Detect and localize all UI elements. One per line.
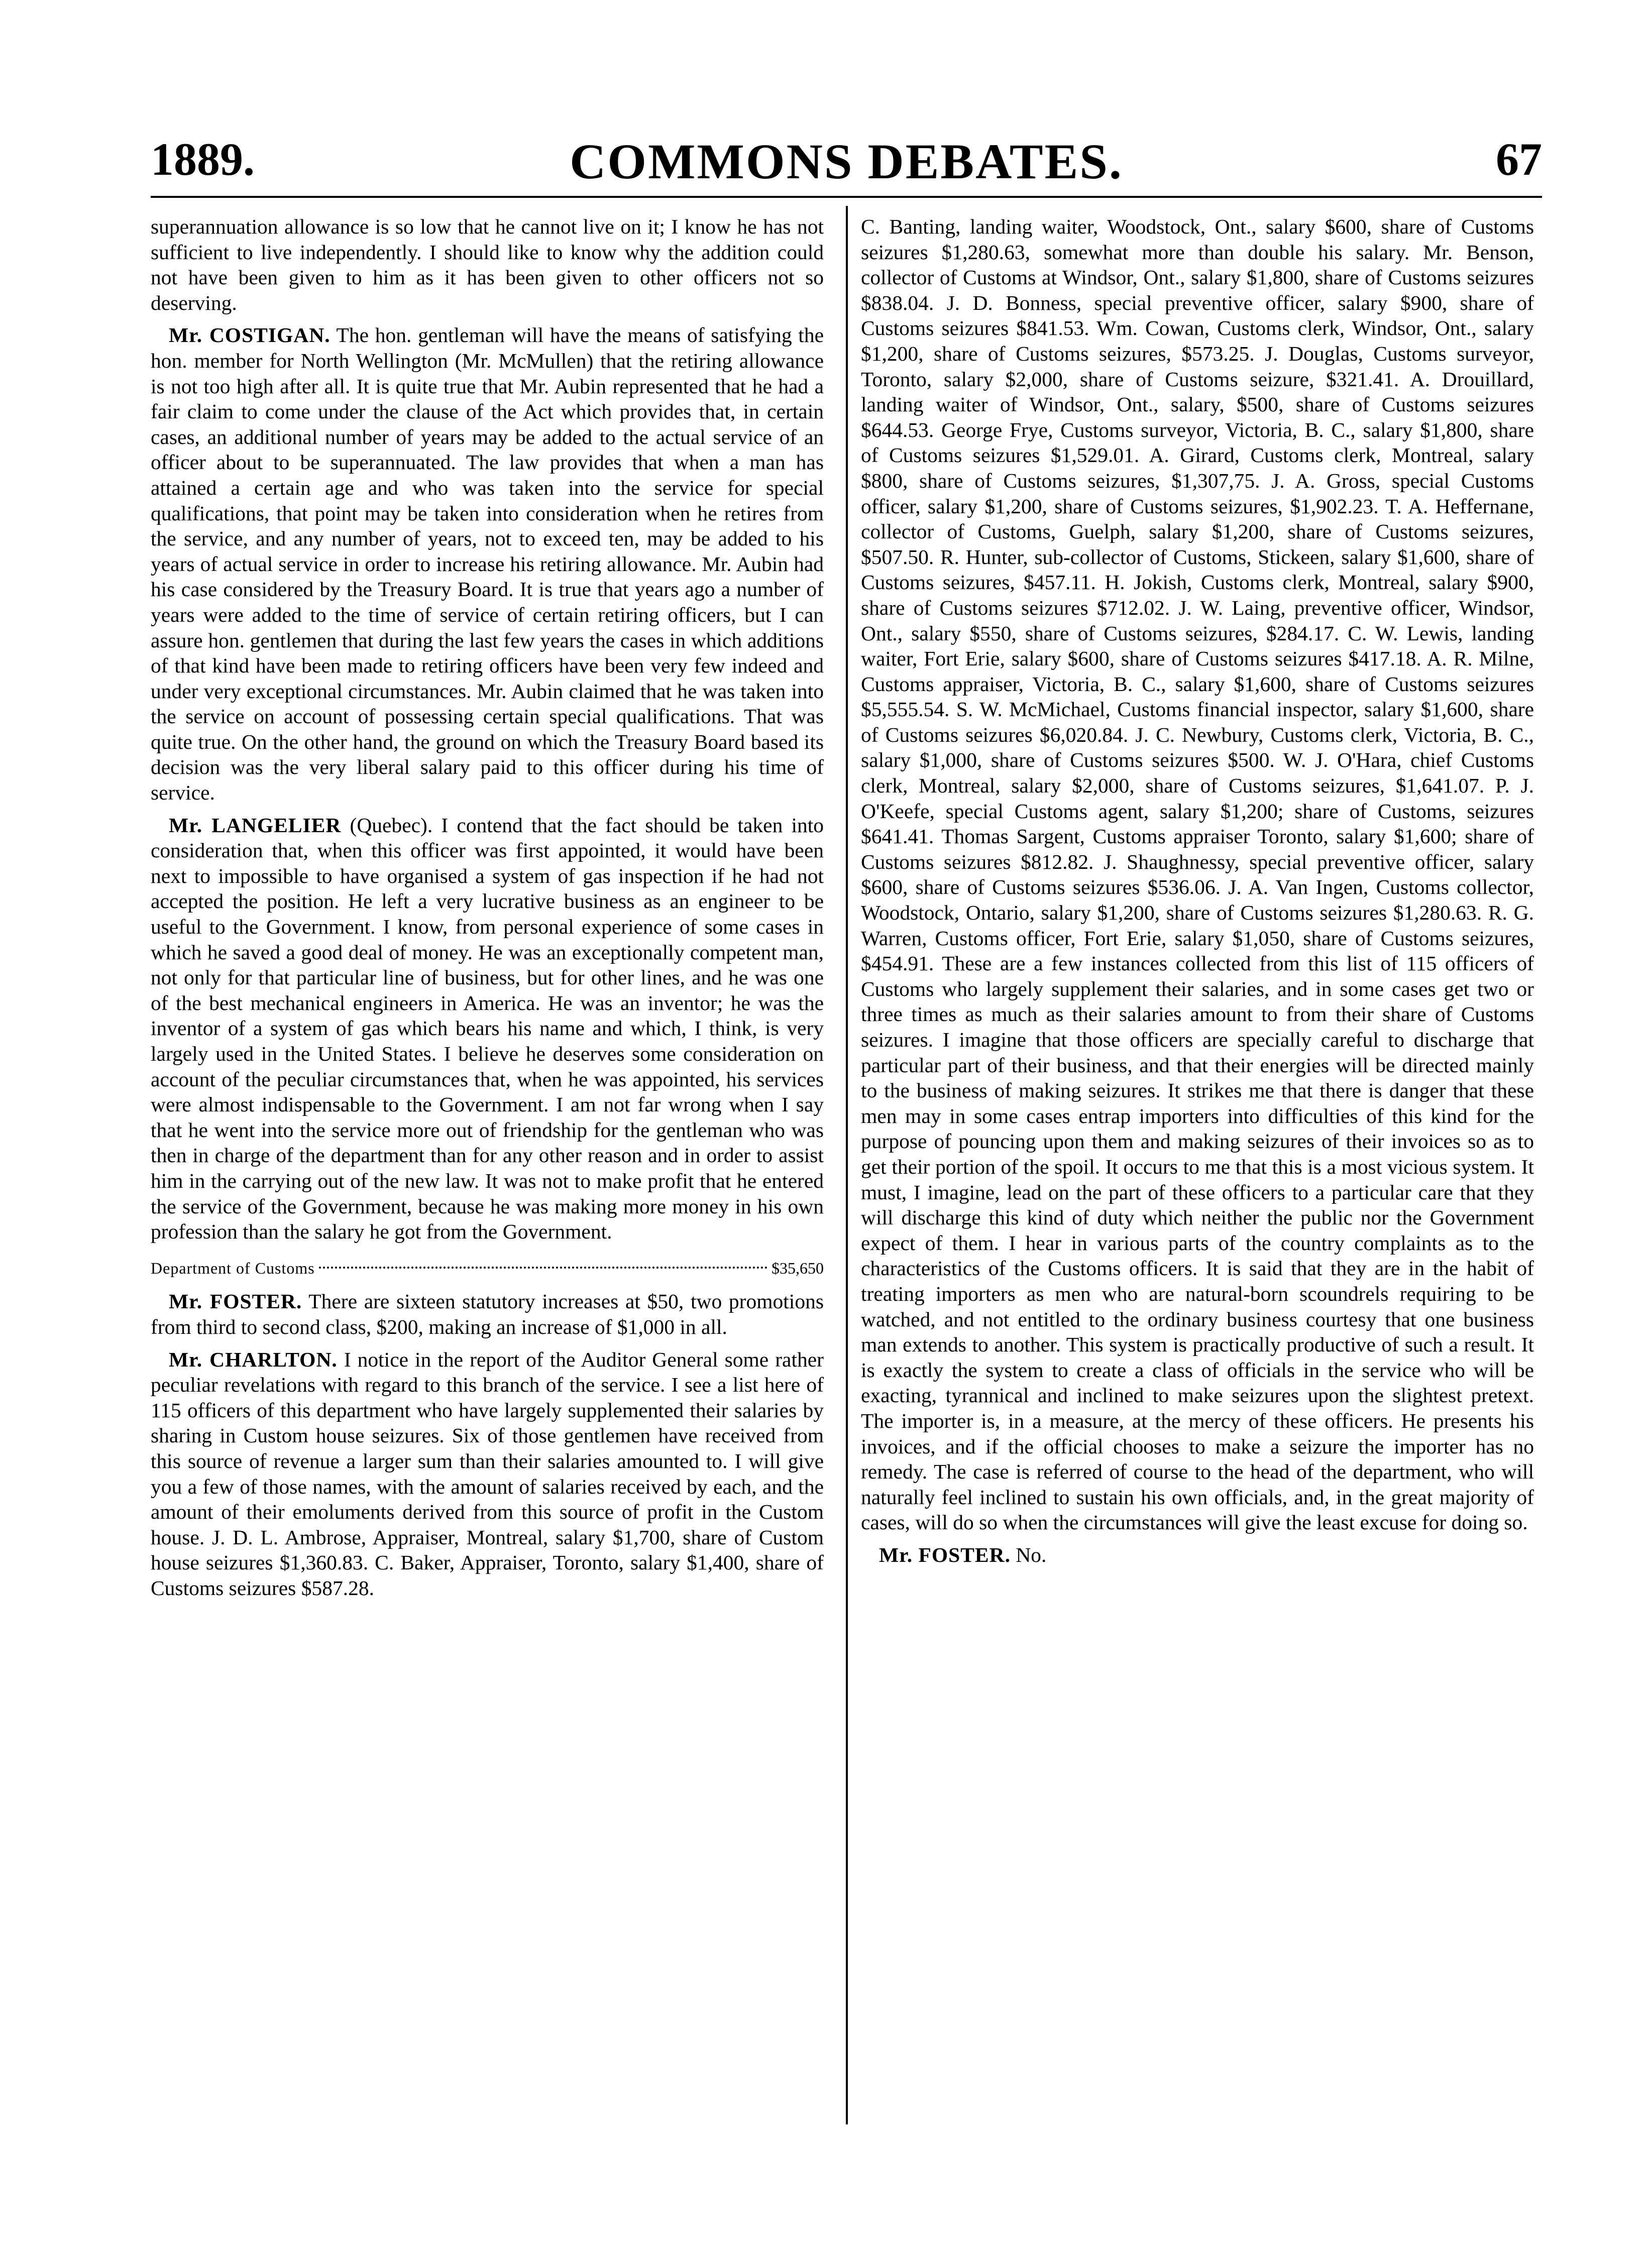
paragraph <box>861 214 1534 1535</box>
paragraph <box>151 1347 824 1601</box>
budget-item-amount: $35,650 <box>772 1259 824 1277</box>
document-page <box>151 126 1542 2200</box>
leader-dots <box>319 1267 767 1269</box>
header-page-number: 67 <box>1496 134 1542 185</box>
paragraph-text: There are sixteen statutory increases at $50, two promotions from third to second class, $200, making an increase of $1,000 in all. <box>151 1290 824 1338</box>
speaker-name: Mr. CHARLTON. <box>169 1347 338 1371</box>
budget-item-label: Department of Customs <box>151 1259 315 1277</box>
header-year: 1889. <box>151 134 255 185</box>
paragraph <box>151 1289 824 1339</box>
paragraph-text: No. <box>1016 1543 1047 1566</box>
paragraph <box>151 813 824 1244</box>
speaker-name: Mr. COSTIGAN. <box>169 323 331 347</box>
paragraph-text: (Quebec). I contend that the fact should be taken into consideration that, when this officer was first appointed, it would have been next to impossible to have organised a system of gas inspection if he had not accepted the position. He left a very lucrative business as an engineer to be useful to the Government. I know, from personal experience of some cases in which he saved a good deal of money. He was an exceptionally competent man, not only for that particular line of business, but for other lines, and he was one of the best mechanical engineers in America. He was an inventor; he was the inventor of a system of gas which bears his name and which, I think, is very largely used in the United States. I believe he deserves some consideration on account of the peculiar circumstances that, when he was appointed, his services were almost indispensable to the Government. I am not far wrong when I say that he went into the service more out of friendship for the gentleman who was then in charge of the department than for any other reason and in order to assist him in the carrying out of the new law. It was not to make profit that he entered the service of the Government, because he was making more money in his own profession than the salary he got from the Government. <box>151 813 824 1243</box>
header-title: COMMONS DEBATES. <box>570 134 1123 189</box>
paragraph <box>151 214 824 315</box>
paragraph <box>861 1542 1534 1568</box>
right-column <box>861 214 1534 1574</box>
paragraph-text: superannuation allowance is so low that he cannot live on it; I know he has not sufficient to live independently. I should like to know why the addition could not have been given to him as it has been given to other officers not so deserving. <box>151 215 824 314</box>
budget-item <box>151 1256 824 1281</box>
paragraph-text: I notice in the report of the Auditor General some rather peculiar revelations with regard to this branch of the service. I see a list here of 115 officers of this department who have largely supplemented their salaries by sharing in Custom house seizures. Six of those gentlemen have received from this source of revenue a larger sum than their salaries amounted to. I will give you a few of those names, with the amount of salaries received by each, and the amount of their emoluments derived from this source of profit in the Custom house. J. D. L. Ambrose, Appraiser, Montreal, salary $1,700, share of Custom house seizures $1,360.83. C. Baker, Appraiser, Toronto, salary $1,400, share of Customs seizures $587.28. <box>151 1347 824 1600</box>
column-divider <box>846 206 848 2124</box>
paragraph-text: The hon. gentleman will have the means of satisfying the hon. member for North Wellington (Mr. McMullen) that the retiring allowance is not too high after all. It is quite true that Mr. Aubin represented that he had a fair claim to come under the clause of the Act which provides that, in certain cases, an additional number of years may be added to the actual service of an officer about to be superannuated. The law provides that when a man has attained a certain age and who was taken into the service for special qualifications, that point may be taken into consideration when he retires from the service, and any number of years, not to exceed ten, may be added to his years of actual service in order to increase his retiring allowance. Mr. Aubin had his case considered by the Treasury Board. It is true that years ago a number of years were added to the time of service of certain retiring officers, but I can assure hon. gentlemen that during the last few years the cases in which additions of that kind have been made to retiring officers have been very few indeed and under very exceptional circumstances. Mr. Aubin claimed that he was taken into the service on account of possessing certain special qualifications. That was quite true. On the other hand, the ground on which the Treasury Board based its decision was the very liberal salary paid to this officer during his time of service. <box>151 323 824 805</box>
speaker-name: Mr. LANGELIER <box>169 813 342 837</box>
speaker-name: Mr. FOSTER. <box>169 1290 302 1313</box>
speaker-name: Mr. FOSTER. <box>879 1543 1011 1566</box>
header-rule <box>151 196 1542 198</box>
left-column <box>151 214 824 1608</box>
paragraph-text: C. Banting, landing waiter, Woodstock, Ont., salary $600, share of Customs seizures $1,280.63, somewhat more than double his salary. Mr. Benson, collector of Customs at Windsor, Ont., salary $1,800, share of Customs seizures $838.04. J. D. Bonness, special preventive officer, salary $900, share of Customs seizures $841.53. Wm. Cowan, Customs clerk, Windsor, Ont., salary $1,200, share of Customs seizures, $573.25. J. Douglas, Customs surveyor, Toronto, salary $2,000, share of Customs seizure, $321.41. A. Drouillard, landing waiter of Windsor, Ont., salary, $500, share of Customs seizures $644.53. George Frye, Customs surveyor, Victoria, B. C., salary $1,800, share of Customs seizures $1,529.01. A. Girard, Customs clerk, Montreal, salary $800, share of Customs seizures, $1,307,75. J. A. Gross, special Customs officer, salary $1,200, share of Customs seizures, $1,902.23. T. A. Heffernane, collector of Customs, Guelph, salary $1,200, share of Customs seizures, $507.50. R. Hunter, sub-collector of Customs, Stickeen, salary $1,600, share of Customs seizures, $457.11. H. Jokish, Customs clerk, Montreal, salary $900, share of Customs seizures $712.02. J. W. Laing, preventive officer, Windsor, Ont., salary $550, share of Customs seizures, $284.17. C. W. Lewis, landing waiter, Fort Erie, salary $600, share of Customs seizures $417.18. A. R. Milne, Customs appraiser, Victoria, B. C., salary $1,600, share of Customs seizures $5,555.54. S. W. McMichael, Customs financial inspector, salary $1,600, share of Customs seizures $6,020.84. J. C. Newbury, Customs clerk, Victoria, B. C., salary $1,000, share of Customs seizures $500. W. J. O'Hara, chief Customs clerk, Montreal, salary $2,000, share of Customs seizures, $1,641.07. P. J. O'Keefe, special Customs agent, salary $1,200; share of Customs, seizures $641.41. Thomas Sargent, Customs appraiser Toronto, salary $1,600; share of Customs seizures $812.82. J. Shaughnessy, special preventive officer, salary $600, share of Customs seizures $536.06. J. A. Van Ingen, Customs collector, Woodstock, Ontario, salary $1,200, share of Customs seizures $1,280.63. R. G. Warren, Customs officer, Fort Erie, salary $1,050, share of Customs seizures, $454.91. These are a few instances collected from this list of 115 officers of Customs who largely supplement their salaries, and in some cases get two or three times as much as their salaries amount to from their share of Customs seizures. I imagine that those officers are specially careful to discharge that particular part of their business, and that their energies will be directed mainly to the business of making seizures. It strikes me that there is danger that these men may in some cases entrap importers into difficulties of this kind for the purpose of pouncing upon them and making seizures of their invoices so as to get their portion of the spoil. It occurs to me that this is a most vicious system. It must, I imagine, lead on the part of these officers to a particular care that they will discharge this kind of duty which neither the public nor the Government expect of them. I hear in various parts of the country complaints as to the characteristics of the Customs officers. It is said that they are in the habit of treating importers as men who are natural-born scoundrels requiring to be watched, and not entitled to the ordinary business courtesy that one business man extends to another. This system is practically productive of such a result. It is exactly the system to create a class of officials in the service who will be exacting, tyrannical and inclined to make seizures upon the slightest pretext. The importer is, in a measure, at the mercy of these officers. He presents his invoices, and if the official chooses to make a seizure the importer has no remedy. The case is referred of course to the head of the department, who will naturally feel inclined to sustain his own officials, and, in the great majority of cases, will do so when the circumstances will give the least excuse for doing so. <box>861 215 1534 1534</box>
paragraph <box>151 322 824 805</box>
page-header <box>151 126 1542 201</box>
